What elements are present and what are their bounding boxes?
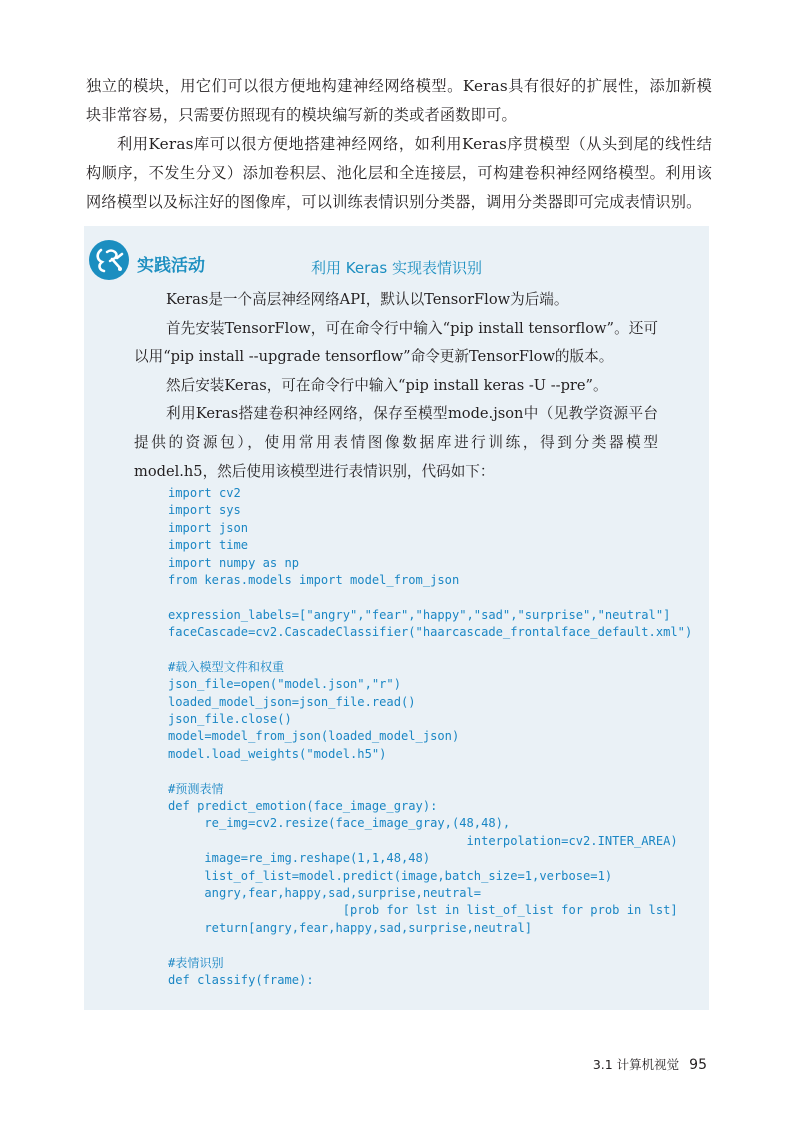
intro-paragraph-1: 独立的模块，用它们可以很方便地构建神经网络模型。Keras具有很好的扩展性，添加新模块非常容易，只需要仿照现有的模块编写新的类或者函数即可。 [86, 77, 712, 124]
code-line: from keras.models import model_from_json [168, 572, 460, 587]
activity-paragraph: 首先安装TensorFlow，可在命令行中输入“pip install tensorflow”。还可以用“pip install --upgrade tensorflow”命令更新TensorFlow的版本。 [134, 319, 658, 366]
code-line: expression_labels=["angry","fear","happy","sad","surprise","neutral"] [168, 607, 671, 622]
code-comment: #载入模型文件和权重 [168, 659, 285, 674]
code-line: faceCascade=cv2.CascadeClassifier("haarcascade_frontalface_default.xml") [168, 625, 693, 640]
code-line: [prob for lst in list_of_list for prob in lst] [168, 903, 678, 918]
activity-title: 利用 Keras 实现表情识别 [310, 259, 483, 277]
code-comment: #表情识别 [168, 955, 224, 970]
footer-section-label: 3.1 计算机视觉 [592, 1057, 680, 1072]
code-line: loaded_model_json=json_file.read() [168, 694, 416, 709]
code-line: import numpy as np [168, 555, 300, 570]
code-line [168, 937, 692, 954]
code-line: import sys [168, 503, 241, 518]
page-number: 95 [689, 1057, 707, 1073]
code-line [168, 642, 692, 659]
code-line: def classify(frame): [168, 972, 314, 987]
code-line: def predict_emotion(face_image_gray): [168, 799, 438, 814]
code-line [168, 763, 692, 780]
activity-paragraph: 利用Keras搭建卷积神经网络，保存至模型mode.json中（见教学资源平台提供的资源包），使用常用表情图像数据库进行训练，得到分类器模型model.h5，然后使用该模型进行表情识别，代码如下： [134, 405, 658, 480]
code-line: model.load_weights("model.h5") [168, 746, 387, 761]
code-line: image=re_img.reshape(1,1,48,48) [168, 851, 431, 866]
code-line: import cv2 [168, 486, 241, 500]
code-block [168, 485, 692, 989]
code-line: interpolation=cv2.INTER_AREA) [168, 833, 678, 848]
code-line: import json [168, 520, 249, 535]
code-line: model=model_from_json(loaded_model_json) [168, 729, 460, 744]
intro-paragraph-2: 利用Keras库可以很方便地搭建神经网络，如利用Keras序贯模型（从头到尾的线性结构顺序，不发生分叉）添加卷积层、池化层和全连接层，可构建卷积神经网络模型。利用该网络模型以及标注好的图像库，可以训练表情识别分类器，调用分类器即可完成表情识别。 [86, 135, 712, 211]
code-line: re_img=cv2.resize(face_image_gray,(48,48), [168, 816, 511, 831]
activity-paragraph: 然后安装Keras，可在命令行中输入“pip install keras -U --pre”。 [166, 376, 608, 394]
code-line: return[angry,fear,happy,sad,surprise,neutral] [168, 920, 533, 935]
code-line [168, 589, 692, 606]
page-footer [593, 1055, 707, 1073]
intro-text [86, 72, 712, 217]
code-line: json_file=open("model.json","r") [168, 677, 401, 692]
code-line: import time [168, 538, 249, 553]
practice-activity-panel [84, 226, 709, 1010]
activity-paragraph: Keras是一个高层神经网络API，默认以TensorFlow为后端。 [166, 291, 569, 308]
code-line: list_of_list=model.predict(image,batch_size=1,verbose=1) [168, 868, 613, 883]
activity-badge-label: 实践活动 [137, 256, 205, 276]
code-line: angry,fear,happy,sad,surprise,neutral= [168, 885, 482, 900]
activity-body [134, 286, 658, 486]
code-line: json_file.close() [168, 712, 292, 727]
code-comment: #预测表情 [168, 781, 224, 796]
